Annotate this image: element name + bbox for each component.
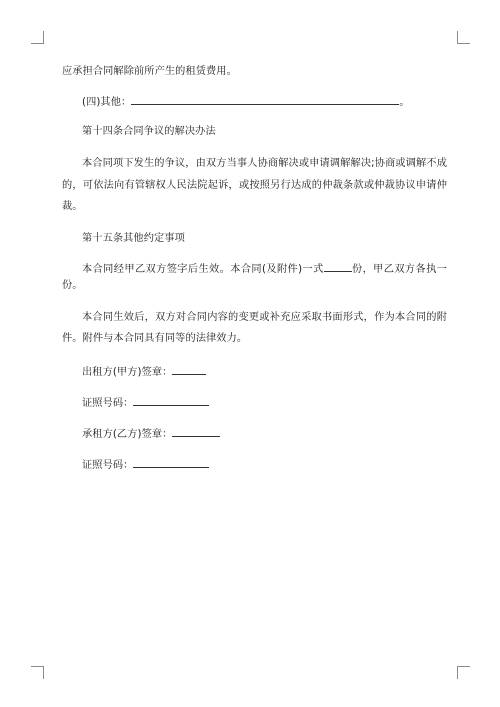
copies-count-blank[interactable]: [324, 260, 352, 272]
heading-article-15: 第十五条其他约定事项: [82, 232, 185, 244]
paragraph-amendments: 本合同生效后，双方对合同内容的变更或补充应采取书面形式，作为本合同的附件。附件与本合同具有同等的法律效力。: [62, 311, 447, 344]
signature-lessor-row: [62, 363, 447, 381]
signature-lessee-blank[interactable]: [172, 425, 220, 437]
crop-mark-top-left: [31, 31, 44, 44]
other-clause-blank[interactable]: [131, 93, 399, 105]
effectiveness-text-a: 本合同经甲乙双方签字后生效。本合同(及附件)一式: [82, 263, 324, 275]
crop-mark-bottom-left: [31, 666, 44, 679]
effectiveness-text-b: 份，甲乙双方各执一份。: [62, 263, 447, 291]
id-lessor-row: [62, 394, 447, 412]
other-clause-end: 。: [399, 97, 410, 108]
paragraph-termination-fees: 应承担合同解除前所产生的租赁费用。: [62, 66, 237, 77]
document-body: [62, 64, 447, 487]
id-lessee-label: 证照号码：: [82, 459, 134, 471]
paragraph-other-clause: [62, 93, 447, 111]
paragraph-effectiveness: [62, 260, 447, 294]
signature-lessee-label: 承租方(乙方)签章：: [82, 428, 173, 440]
crop-mark-bottom-right: [457, 666, 470, 679]
id-lessor-blank[interactable]: [133, 394, 209, 406]
other-clause-label: (四)其他：: [82, 97, 132, 108]
id-lessee-blank[interactable]: [133, 456, 209, 468]
signature-lessor-blank[interactable]: [172, 363, 206, 375]
signature-lessee-row: [62, 425, 447, 443]
signature-lessor-label: 出租方(甲方)签章：: [82, 366, 173, 378]
crop-mark-top-right: [457, 31, 470, 44]
heading-article-14: 第十四条合同争议的解决办法: [82, 126, 216, 137]
paragraph-dispute-resolution: 本合同项下发生的争议，由双方当事人协商解决或申请调解解决;协商或调解不成的，可依法向有管辖权人民法院起诉，或按照另行达成的仲裁条款或仲裁协议申请仲裁。: [62, 158, 447, 212]
id-lessee-row: [62, 456, 447, 474]
id-lessor-label: 证照号码：: [82, 397, 134, 409]
